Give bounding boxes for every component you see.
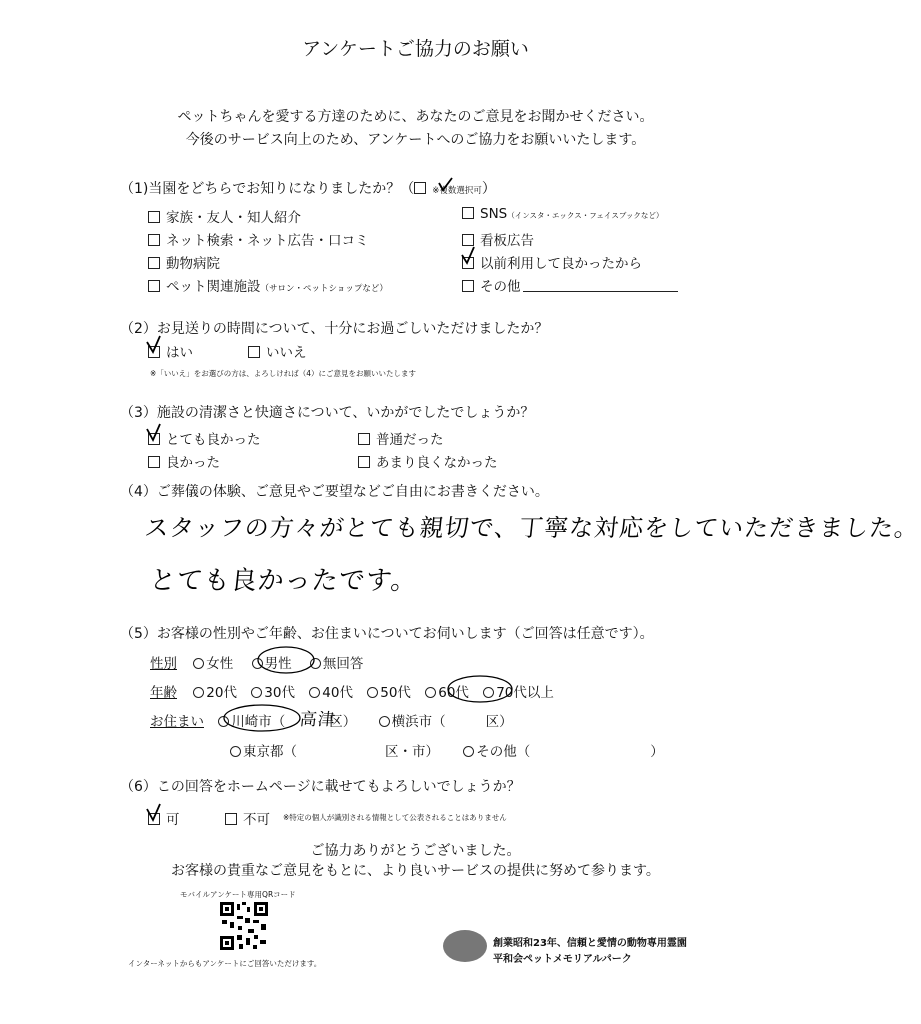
q2-option-no[interactable]: いいえ <box>248 341 307 361</box>
checkbox-icon[interactable] <box>462 234 474 246</box>
checkbox-icon[interactable] <box>414 182 426 194</box>
gender-female[interactable]: 女性 <box>193 656 233 672</box>
checkbox-icon[interactable] <box>148 280 160 292</box>
q2-option-yes[interactable]: はい <box>148 341 193 361</box>
age-row <box>150 681 554 701</box>
q1-option-net[interactable]: ネット検索・ネット広告・口コミ <box>148 229 369 249</box>
radio-icon[interactable] <box>463 746 474 757</box>
address-kawasaki[interactable]: 川崎市（ <box>218 714 285 730</box>
logo-icon <box>443 930 487 962</box>
checkbox-icon[interactable] <box>148 346 160 358</box>
q1-question: （1)当園をどちらでお知りになりましたか？（ ※複数選択可） <box>120 181 496 197</box>
address-label: お住まい <box>150 714 204 730</box>
q1-option-previous[interactable]: 以前利用して良かったから <box>462 252 642 272</box>
gender-male[interactable]: 男性 <box>252 656 292 672</box>
company-name: 平和会ペットメモリアルパーク <box>493 954 632 965</box>
gender-no-answer[interactable]: 無回答 <box>310 656 364 672</box>
internet-note: インターネットからもアンケートにご回答いただけます。 <box>128 959 322 968</box>
checkbox-icon[interactable] <box>148 257 160 269</box>
other-underline[interactable] <box>523 290 678 292</box>
thanks-line-2: お客様の貴重なご意見をもとに、より良いサービスの提供に努めて参ります。 <box>171 863 660 879</box>
checkbox-icon[interactable] <box>358 433 370 445</box>
radio-icon[interactable] <box>309 687 320 698</box>
address-row-2: 東京都（ 区・市） その他（ ） <box>230 740 664 760</box>
checkbox-icon[interactable] <box>462 257 474 269</box>
q1-option-sign[interactable]: 看板広告 <box>462 229 534 249</box>
q3-question: （3）施設の清潔さと快適さについて、いかがでしたでしょうか？ <box>120 405 535 421</box>
thanks-line-1: ご協力ありがとうございました。 <box>310 843 521 859</box>
q5-question: （5）お客様の性別やご年齢、お住まいについてお伺いします（ご回答は任意です）。 <box>120 626 654 642</box>
q2-note: ※「いいえ」をお選びの方は、よろしければ（4）にご意見をお願いいたします <box>150 369 417 378</box>
checkbox-icon[interactable] <box>148 211 160 223</box>
radio-icon[interactable] <box>193 658 204 669</box>
qr-caption: モバイルアンケート専用QRコード <box>180 890 296 899</box>
checkbox-icon[interactable] <box>148 813 160 825</box>
q6-note: ※特定の個人が識別される情報として公表されることはありません <box>283 813 507 822</box>
handwritten-line-1[interactable]: スタッフの方々がとても親切で、丁寧な対応をしていただきました。 <box>143 514 921 542</box>
address-tokyo[interactable]: 東京都（ <box>230 744 297 760</box>
gender-label: 性別 <box>150 656 177 672</box>
radio-icon[interactable] <box>483 687 494 698</box>
address-other[interactable]: その他（ <box>463 744 530 760</box>
radio-icon[interactable] <box>193 687 204 698</box>
radio-icon[interactable] <box>379 716 390 727</box>
radio-icon[interactable] <box>252 658 263 669</box>
company-tagline: 創業昭和23年、信頼と愛情の動物専用霊園 <box>493 938 687 949</box>
age-50[interactable]: 50代 <box>367 685 411 701</box>
radio-icon[interactable] <box>251 687 262 698</box>
age-30[interactable]: 30代 <box>251 685 295 701</box>
radio-icon[interactable] <box>310 658 321 669</box>
q1-option-family[interactable]: 家族・友人・知人紹介 <box>148 206 301 226</box>
gender-row <box>150 652 363 672</box>
checkbox-icon[interactable] <box>462 280 474 292</box>
q3-option-good[interactable]: 良かった <box>148 451 220 471</box>
age-20[interactable]: 20代 <box>193 685 237 701</box>
checkbox-icon[interactable] <box>248 346 260 358</box>
handwritten-line-2[interactable]: とても良かったです。 <box>148 566 420 596</box>
age-label: 年齢 <box>150 685 177 701</box>
q1-option-sns[interactable]: SNS（インスタ・エックス・フェイスブックなど） <box>462 206 663 222</box>
q4-question: （4）ご葬儀の体験、ご意見やご要望などご自由にお書きください。 <box>120 484 549 500</box>
checkbox-icon[interactable] <box>148 234 160 246</box>
q3-option-very-good[interactable]: とても良かった <box>148 428 261 448</box>
checkbox-icon[interactable] <box>225 813 237 825</box>
age-40[interactable]: 40代 <box>309 685 353 701</box>
handwritten-ward[interactable]: 高津 <box>298 710 337 730</box>
q1-option-other[interactable]: その他 <box>462 275 678 295</box>
q6-option-ok[interactable]: 可 <box>148 808 180 828</box>
intro-line-1: ペットちゃんを愛する方達のために、あなたのご意見をお聞かせください。 <box>177 109 654 125</box>
q2-question: （2）お見送りの時間について、十分にお過ごしいただけましたか？ <box>120 321 549 337</box>
checkbox-icon[interactable] <box>462 207 474 219</box>
q6-option-ng[interactable]: 不可 <box>225 808 270 828</box>
age-70-plus[interactable]: 70代以上 <box>483 685 554 701</box>
q1-option-vet[interactable]: 動物病院 <box>148 252 220 272</box>
q1-option-pet-facility[interactable]: ペット関連施設（サロン・ペットショップなど） <box>148 275 388 295</box>
checkbox-icon[interactable] <box>148 456 160 468</box>
page-title: アンケートご協力のお願い <box>302 38 529 60</box>
checkbox-icon[interactable] <box>358 456 370 468</box>
radio-icon[interactable] <box>230 746 241 757</box>
radio-icon[interactable] <box>367 687 378 698</box>
q3-option-not-good[interactable]: あまり良くなかった <box>358 451 498 471</box>
radio-icon[interactable] <box>425 687 436 698</box>
q3-option-normal[interactable]: 普通だった <box>358 428 444 448</box>
intro-line-2: 今後のサービス向上のため、アンケートへのご協力をお願いいたします。 <box>185 132 646 148</box>
address-yokohama[interactable]: 横浜市（ <box>379 714 446 730</box>
address-row-1: お住まい 川崎市（ 区） 横浜市（ 区） <box>150 714 513 730</box>
age-60[interactable]: 60代 <box>425 685 469 701</box>
q6-question: （6）この回答をホームページに載せてもよろしいでしょうか？ <box>120 779 521 795</box>
qr-code-icon[interactable] <box>220 902 268 950</box>
checkbox-icon[interactable] <box>148 433 160 445</box>
radio-icon[interactable] <box>218 716 229 727</box>
